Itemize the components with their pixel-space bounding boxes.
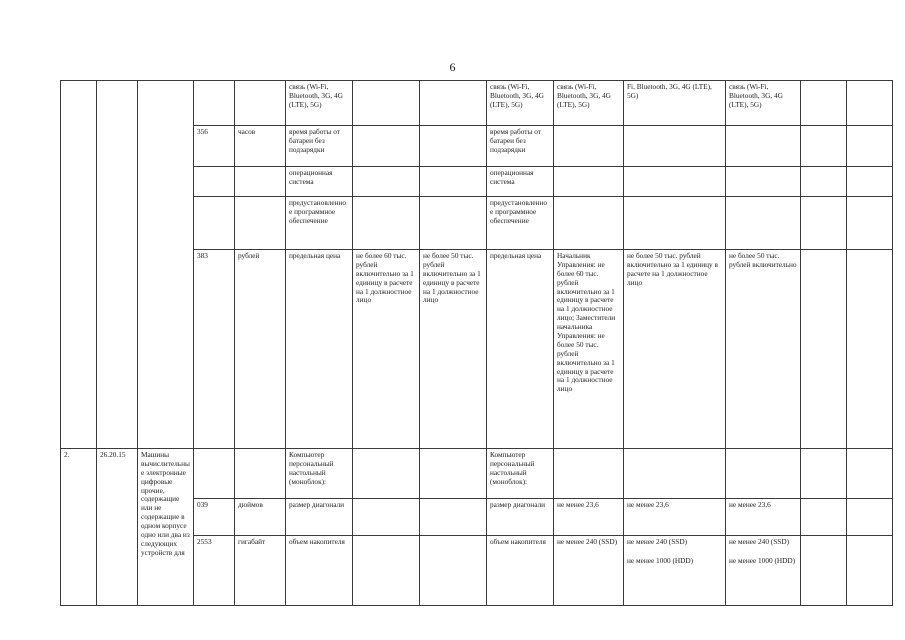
cell-characteristic-2: предустановленное программное обеспечение [487,197,554,250]
cell-value [624,126,726,167]
cell-code [194,167,235,197]
cell-value [554,126,624,167]
value-line-hdd: не менее 1000 (HDD) [729,555,796,565]
cell-num [61,81,97,449]
cell-value [847,126,893,167]
cell-characteristic: время работы от батареи без подзарядки [286,126,353,167]
cell-characteristic-2: Компьютер персональный настольный (моноблок): [487,449,554,499]
cell-value [353,126,420,167]
cell-unit [235,197,286,250]
cell-value [847,81,893,126]
cell-value [801,126,847,167]
cell-value: не более 50 тыс. рублей включительно за 1 единицу в расчете на 1 должностное лицо [624,250,726,449]
cell-unit: гигабайт [235,536,286,606]
cell-num: 2. [61,449,97,606]
cell-unit [235,449,286,499]
cell-value: Fi, Bluetooth, 3G, 4G (LTE), 5G) [624,81,726,126]
cell-value [847,449,893,499]
value-line-ssd: не менее 240 (SSD) [627,537,688,546]
cell-value [353,167,420,197]
cell-characteristic-2: операционная система [487,167,554,197]
cell-code [194,197,235,250]
cell-value [420,167,487,197]
cell-code: 356 [194,126,235,167]
cell-characteristic-2: связь (Wi-Fi, Bluetooth, 3G, 4G (LTE), 5G) [487,81,554,126]
cell-value: связь (Wi-Fi, Bluetooth, 3G, 4G (LTE), 5G) [726,81,801,126]
cell-value [847,197,893,250]
cell-characteristic-2: предельная цена [487,250,554,449]
cell-value [847,167,893,197]
cell-value [726,167,801,197]
cell-value [801,449,847,499]
cell-value [726,197,801,250]
cell-unit [235,81,286,126]
cell-value [847,250,893,449]
cell-value [726,126,801,167]
cell-characteristic: предельная цена [286,250,353,449]
cell-unit: рублей [235,250,286,449]
cell-characteristic-2: объем накопителя [487,536,554,606]
cell-okpd [97,81,138,449]
table-row [61,449,893,499]
cell-value: не более 50 тыс. рублей включительно за 1 единицу в расчете на 1 должностное лицо [420,250,487,449]
page-number: 6 [449,60,456,74]
cell-value [420,81,487,126]
cell-value [624,167,726,197]
cell-code [194,449,235,499]
cell-value [353,449,420,499]
cell-value [554,449,624,499]
cell-unit: дюймов [235,499,286,536]
cell-value [624,449,726,499]
cell-code: 2553 [194,536,235,606]
cell-value [726,449,801,499]
value-line-hdd: не менее 1000 (HDD) [627,555,694,565]
cell-value [420,536,487,606]
cell-value [801,167,847,197]
cell-value [420,197,487,250]
value-line-ssd: не менее 240 (SSD) [729,537,790,546]
cell-characteristic: размер диагонали [286,499,353,536]
cell-okpd: 26.20.15 [97,449,138,606]
cell-characteristic: Компьютер персональный настольный (моноблок): [286,449,353,499]
cell-characteristic: связь (Wi-Fi, Bluetooth, 3G, 4G (LTE), 5G) [286,81,353,126]
cell-value: Начальник Управления: не более 60 тыс. рублей включительно за 1 единицу в расчете на 1 должностное лицо; Заместители начальника Управления: не более 50 тыс. рублей включительно за 1 единицу в расчете на 1 должностное лицо [554,250,624,449]
cell-value [420,499,487,536]
cell-unit: часов [235,126,286,167]
cell-value: не менее 23,6 [554,499,624,536]
cell-value [353,197,420,250]
cell-code [194,81,235,126]
cell-value: не менее 23,6 [624,499,726,536]
cell-characteristic: предустановленное программное обеспечение [286,197,353,250]
cell-description: Машины вычислительные электронные цифровые прочие, содержащие или не содержащие в одном корпусе одно или два из следующих устройств для [138,449,194,606]
cell-value [726,536,801,606]
cell-value [801,499,847,536]
requirements-table [60,80,893,606]
cell-code: 383 [194,250,235,449]
cell-value [420,126,487,167]
cell-value: связь (Wi-Fi, Bluetooth, 3G, 4G (LTE), 5G) [554,81,624,126]
cell-value: не более 50 тыс. рублей включительно [726,250,801,449]
cell-value [801,197,847,250]
cell-value [353,499,420,536]
cell-value: не более 60 тыс. рублей включительно за 1 единицу в расчете на 1 должностное лицо [353,250,420,449]
cell-unit [235,167,286,197]
cell-characteristic: объем накопителя [286,536,353,606]
cell-value: не менее 23,6 [726,499,801,536]
cell-value [554,197,624,250]
cell-characteristic-2: время работы от батареи без подзарядки [487,126,554,167]
cell-value [353,81,420,126]
cell-characteristic-2: размер диагонали [487,499,554,536]
cell-characteristic: операционная система [286,167,353,197]
cell-value [554,167,624,197]
cell-value [847,536,893,606]
cell-value [801,250,847,449]
cell-value [624,536,726,606]
cell-description [138,81,194,449]
cell-value: не менее 240 (SSD) [554,536,624,606]
cell-value [847,499,893,536]
cell-value [801,81,847,126]
cell-value [353,536,420,606]
cell-code: 039 [194,499,235,536]
cell-value [801,536,847,606]
cell-value [420,449,487,499]
cell-value [624,197,726,250]
table-row [61,81,893,126]
